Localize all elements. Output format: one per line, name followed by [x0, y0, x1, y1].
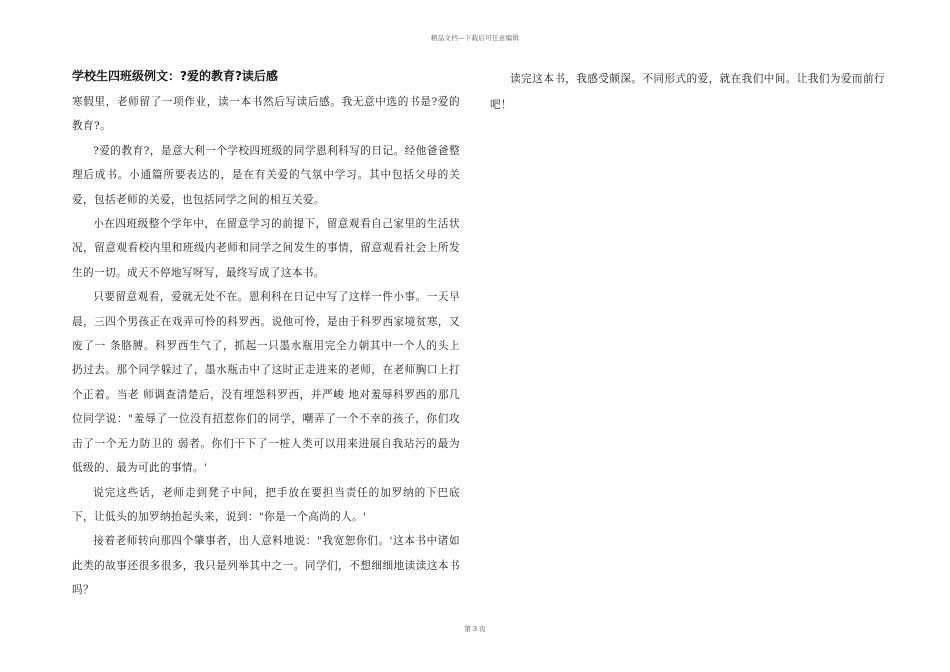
- paragraph-intro: 寒假里，老师留了一项作业，读一本书然后写读后感。我无意中选的书是?爱的教育?。: [72, 96, 460, 133]
- article-title: 学校生四班级例文：?爱的教育?读后感: [72, 69, 278, 83]
- page-number: 第 3 页: [464, 625, 486, 633]
- paragraph-forgiveness: 接着老师转向那四个肇事者，出人意料地说："我宽恕你们。'这本书中诸如此类的故事还很多很多，我只是列举其中之一。同学们，不想细细地读读这本书吗？: [72, 535, 460, 597]
- page-header: 精品文档—下载后可任意编辑: [430, 34, 520, 42]
- paragraph-closing: 读完这本书，我感受颇深。不同形式的爱，就在我们中间。让我们为爱而前行吧！: [490, 73, 885, 111]
- paragraph-diary-origin: 小在四班级整个学年中，在留意学习的前提下，留意观看自己家里的生活状况，留意观看校内里和班级内老师和同学之间发生的事情，留意观看社会上所发生的一切。成天不停地写呀写，最终写成了这本书。: [72, 218, 460, 279]
- right-column: [490, 66, 885, 118]
- left-column: [72, 66, 460, 603]
- paragraph-story: 只要留意观看，爱就无处不在。恩利科在日记中写了这样一件小事。一天早晨，三四个男孩正在戏弄可怜的科罗西。说他可怜，是由于科罗西家境贫寒，又废了一 条胳膊。科罗西生气了，抓起一只墨水瓶用完全力朝其中一个人的头上扔过去。那个同学躲过了，墨水瓶击中了这时正走进来的老师，在老师胸口上打个正着。当老 师调查清楚后，没有埋怨科罗西，并严峻 地对羞辱科罗西的那几位同学说："羞辱了一位没有招惹你们的同学，嘲弄了一个不幸的孩子，你们攻击了一个无力防卫的 弱者。你们干下了一桩人类可以用来进展自我玷污的最为低级的、最为可此的事情。': [72, 291, 460, 475]
- paragraph-teacher-words: 说完这些话，老师走到凳子中间，把手放在要担当责任的加罗纳的下巴底下，让低头的加罗纳抬起头来，说到："你是一个高尚的人。': [72, 486, 460, 523]
- paragraph-book-summary: ?爱的教育?，是意大利一个学校四班级的同学恩利科写的日记。经他爸爸整理后成书。小通篇所要表达的，是在有关爱的气氛中学习。其中包括父母的关爱，包括老师的关爱，也包括同学之间的相互关爱。: [72, 144, 460, 206]
